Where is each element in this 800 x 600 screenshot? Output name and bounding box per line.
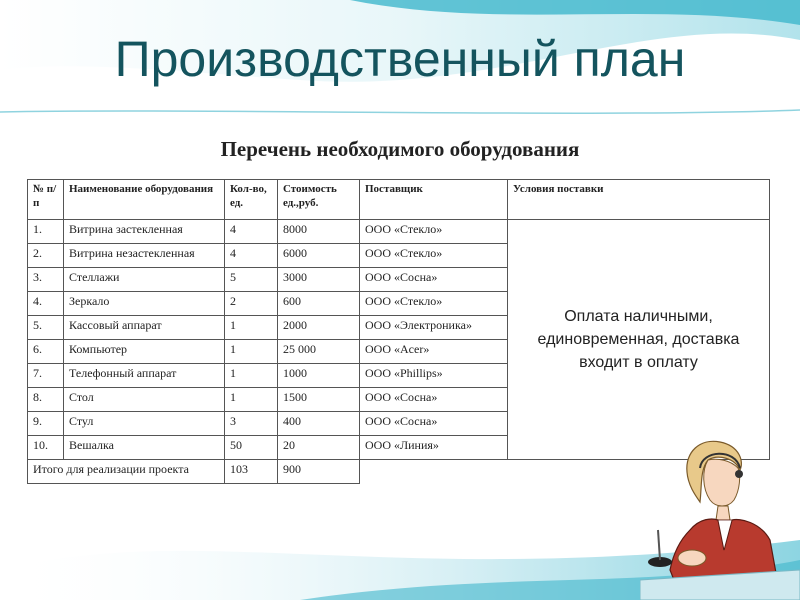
cell-supplier: ООО «Phillips» (360, 364, 508, 388)
cell-name: Стол (64, 388, 225, 412)
cell-supplier: ООО «Линия» (360, 436, 508, 460)
cell-supplier: ООО «Acer» (360, 340, 508, 364)
header-qty: Кол-во, ед. (225, 180, 278, 220)
cell-supplier: ООО «Сосна» (360, 268, 508, 292)
cell-cost: 1500 (278, 388, 360, 412)
cell-qty: 1 (225, 340, 278, 364)
cell-name: Телефонный аппарат (64, 364, 225, 388)
table-subtitle: Перечень необходимого оборудования (220, 137, 580, 161)
cell-cost: 25 000 (278, 340, 360, 364)
cell-supplier: ООО «Сосна» (360, 412, 508, 436)
cell-cost: 3000 (278, 268, 360, 292)
header-name: Наименование оборудования (64, 180, 225, 220)
cell-supplier: ООО «Стекло» (360, 292, 508, 316)
cell-num: 2. (28, 244, 64, 268)
cell-cost: 8000 (278, 220, 360, 244)
cell-qty: 50 (225, 436, 278, 460)
cell-qty: 3 (225, 412, 278, 436)
total-label: Итого для реализации проекта (28, 460, 225, 484)
table-row (28, 220, 770, 244)
cell-qty: 2 (225, 292, 278, 316)
page-title: Производственный план (114, 31, 686, 87)
total-cost: 900 (278, 460, 360, 484)
cell-cost: 6000 (278, 244, 360, 268)
cell-name: Витрина незастекленная (64, 244, 225, 268)
cell-name: Компьютер (64, 340, 225, 364)
cell-supplier: ООО «Стекло» (360, 220, 508, 244)
cell-name: Зеркало (64, 292, 225, 316)
cell-qty: 1 (225, 316, 278, 340)
header-num: № п/п (28, 180, 64, 220)
cell-supplier: ООО «Стекло» (360, 244, 508, 268)
table-header-row (28, 180, 770, 220)
cell-num: 8. (28, 388, 64, 412)
cell-num: 1. (28, 220, 64, 244)
cell-num: 9. (28, 412, 64, 436)
total-qty: 103 (225, 460, 278, 484)
cell-qty: 5 (225, 268, 278, 292)
cell-num: 3. (28, 268, 64, 292)
header-cost: Стоимость ед.,руб. (278, 180, 360, 220)
cell-supplier: ООО «Сосна» (360, 388, 508, 412)
cell-name: Стул (64, 412, 225, 436)
cell-cost: 600 (278, 292, 360, 316)
cell-name: Вешалка (64, 436, 225, 460)
delivery-conditions: Оплата наличными, единовременная, доставка входит в оплату (508, 220, 770, 460)
cell-num: 6. (28, 340, 64, 364)
cell-num: 10. (28, 436, 64, 460)
cell-cost: 20 (278, 436, 360, 460)
cell-name: Кассовый аппарат (64, 316, 225, 340)
cell-name: Витрина застекленная (64, 220, 225, 244)
cell-cost: 400 (278, 412, 360, 436)
cell-qty: 1 (225, 388, 278, 412)
cell-num: 7. (28, 364, 64, 388)
cell-cost: 1000 (278, 364, 360, 388)
cell-qty: 4 (225, 244, 278, 268)
cell-qty: 4 (225, 220, 278, 244)
cell-name: Стеллажи (64, 268, 225, 292)
cell-supplier: ООО «Электроника» (360, 316, 508, 340)
cell-cost: 2000 (278, 316, 360, 340)
cell-num: 4. (28, 292, 64, 316)
cell-num: 5. (28, 316, 64, 340)
header-supplier: Поставщик (360, 180, 508, 220)
receptionist-illustration-icon (640, 430, 800, 600)
header-conditions: Условия поставки (508, 180, 770, 220)
cell-qty: 1 (225, 364, 278, 388)
